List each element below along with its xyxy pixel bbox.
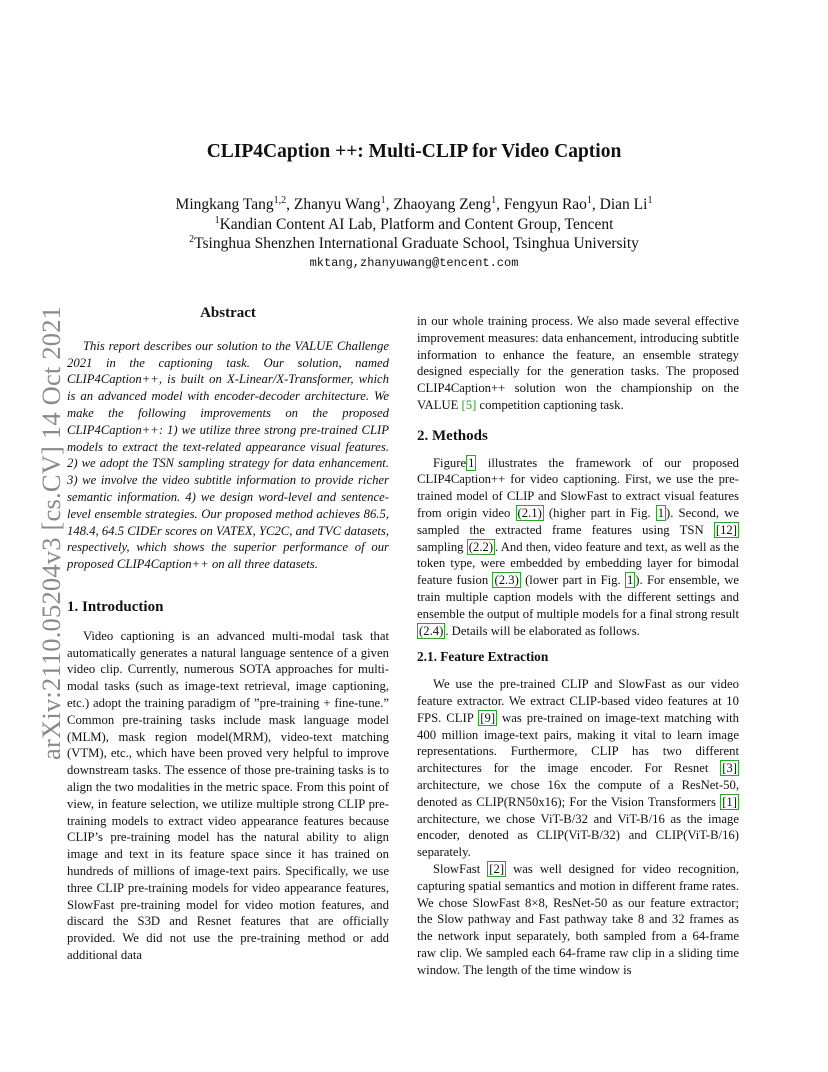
text-run: architecture, we chose 16x the compute of a ResNet-50, denoted as CLIP(RN50x16); For the Vision Transformers [417, 777, 739, 809]
author-sup: 1,2 [273, 195, 287, 206]
author-email: mktang,zhanyuwang@tencent.com [309, 256, 519, 270]
text-run: architecture, we chose ViT-B/32 and ViT-B/16 as the image encoder, denoted as CLIP(ViT-B/32) and CLIP(ViT-B/16) separately. [417, 811, 739, 860]
affiliation-1 [0, 215, 828, 235]
citation-link[interactable]: [1] [722, 794, 737, 809]
affiliation-2 [0, 234, 828, 254]
author-name: , Zhaoyang Zeng [385, 196, 492, 213]
author-block [0, 195, 828, 254]
text-run: was pre-trained on image-text matching with 400 million image-text pairs, making it vital to learn image representations. Furthermore, CLIP has two different architectures for the image encoder. For Resnet [417, 710, 739, 776]
citation-link[interactable]: [12] [715, 522, 737, 537]
text-run: ). For ensemble, we train multiple caption models with the different settings and ensemble the output of multiple models for a final strong result [417, 573, 740, 621]
author-sup: 1 [491, 195, 497, 206]
abstract-text: This report describes our solution to the VALUE Challenge 2021 in the captioning task. Our solution, named CLIP4Caption++, is built on X-Linear/X-Transformer, which is an advanced model with encoder-decoder architecture. We make the following improvements on the proposed CLIP4Caption++: 1) we utilize three strong pre-trained CLIP models to extract the text-related appearance visual features. 2) we adopt the TSN sampling strategy for data enhancement. 3) we involve the video subtitle information to provide richer semantic information. 4) we design word-level and sentence-level ensemble strategies. Our proposed method achieves 86.5, 148.4, 64.5 CIDEr scores on VATEX, YC2C, and TVC datasets, respectively, which shows the superior performance of our proposed CLIP4Caption++ on all three datasets. [67, 338, 390, 572]
author-name: , Zhanyu Wang [286, 196, 381, 213]
arxiv-stamp [16, 290, 66, 760]
citation-link[interactable]: [2] [489, 861, 505, 876]
text-run: SlowFast [433, 861, 488, 876]
section-link[interactable]: (2.1) [517, 505, 542, 520]
text-run: . Details will be elaborated as follows. [445, 623, 640, 638]
text-run: (lower part in Fig. [520, 573, 625, 588]
text-run: in our whole training process. We also made several effective improvement measures: data enhancement, introducing subtitle information to enhance the feature, an ensemble strategy designed especially for the generation tasks. The proposed CLIP4Caption++ solution won the championship on the VALUE [417, 314, 739, 412]
text-run: competition captioning task. [476, 397, 624, 412]
introduction-text: Video captioning is an advanced multi-modal task that automatically generates a natural language sentence of a given video clip. Currently, numerous SOTA approaches for multi-modal tasks (such as image-text retrieval, image captioning, etc.) adopt the training paradigm of ”pre-training + fine-tune.” Common pre-training tasks include mask language model (MLM), mask region model(MRM), video-text matching (VTM), etc., which have been proved very helpful to improve downstream tasks. The essence of those pre-training tasks is to align the two modalities in the metric space. From this point of view, in feature selection, we utilize multiple strong CLIP pre-training models to extract video appearance features because CLIP’s pre-training model has the natural ability to align image and text in its feature space since it has trained on hundreds of millions of image-text pairs. Specifically, we use three CLIP pre-training models for video appearance features, SlowFast pre-training model for video motion features, and discard the S3D and Resnet features that are officially provided. We did not use the pre-training method or add additional data [67, 628, 389, 962]
text-run: sampling [417, 539, 467, 554]
section-link[interactable]: (2.4) [419, 623, 444, 638]
paper-title: CLIP4Caption ++: Multi-CLIP for Video Caption [206, 141, 622, 162]
feature-extraction-text [417, 676, 739, 861]
author-sup: 1 [380, 195, 386, 206]
author-list [0, 195, 828, 215]
affiliation-sup: 2 [189, 234, 195, 245]
section-heading-introduction: 1. Introduction [67, 598, 164, 615]
author-name: Mingkang Tang [175, 196, 274, 213]
text-run: Figure [433, 455, 467, 470]
slowfast-text [417, 861, 739, 979]
figure-link[interactable]: 1 [657, 505, 665, 520]
section-heading-methods: 2. Methods [417, 427, 488, 444]
affiliation-text: Tsinghua Shenzhen International Graduate School, Tsinghua University [194, 235, 639, 252]
author-name: , Dian Li [591, 196, 648, 213]
text-run: illustrates the framework of our proposed CLIP4Caption++ for video captioning. First, we use the pre-trained model of CLIP and SlowFast to extract visual features from origin video [417, 455, 739, 520]
subsection-heading-feature-extraction: 2.1. Feature Extraction [417, 649, 549, 665]
author-sup: 1 [586, 195, 592, 206]
intro-continuation [417, 313, 739, 414]
figure-link[interactable]: 1 [468, 455, 475, 470]
affiliation-sup: 1 [214, 214, 220, 226]
author-sup: 1 [647, 195, 653, 206]
text-run: was well designed for video recognition, capturing spatial semantics and motion in different frame rates. We chose SlowFast 8×8, ResNet-50 as our feature extractor; the Slow pathway and Fast pathway take 8 and 32 frames as the network input separately, both sampled from a 64-frame raw clip. We sampled each 64-frame raw clip in a sliding time window. The length of the time window is [417, 861, 739, 977]
citation-link[interactable]: [3] [722, 761, 737, 776]
arxiv-identifier: arXiv:2110.05204v3 [cs.CV] 14 Oct 2021 [36, 305, 66, 760]
section-link[interactable]: (2.3) [494, 573, 519, 588]
citation-link[interactable]: [5] [461, 397, 477, 412]
text-run: (higher part in Fig. [543, 505, 656, 520]
citation-link[interactable]: [9] [480, 710, 496, 725]
text-run: . And then, video feature and text, as well as the token type, were embedded by embedding layer for bimodal feature fusion [417, 539, 739, 588]
author-name: , Fengyun Rao [496, 196, 587, 213]
section-link[interactable]: (2.2) [468, 539, 494, 554]
abstract-heading: Abstract [200, 305, 256, 321]
right-column [417, 313, 739, 978]
text-run: ). Second, we sampled the extracted frame features using TSN [417, 505, 739, 537]
text-run: We use the pre-trained CLIP and SlowFast as our video feature extractor. We extract CLIP-based video features at 10 FPS. CLIP [417, 677, 739, 725]
affiliation-text: Kandian Content AI Lab, Platform and Content Group, Tencent [219, 215, 614, 233]
figure-link[interactable]: 1 [626, 573, 634, 588]
methods-text [417, 455, 739, 640]
left-column [67, 305, 389, 964]
